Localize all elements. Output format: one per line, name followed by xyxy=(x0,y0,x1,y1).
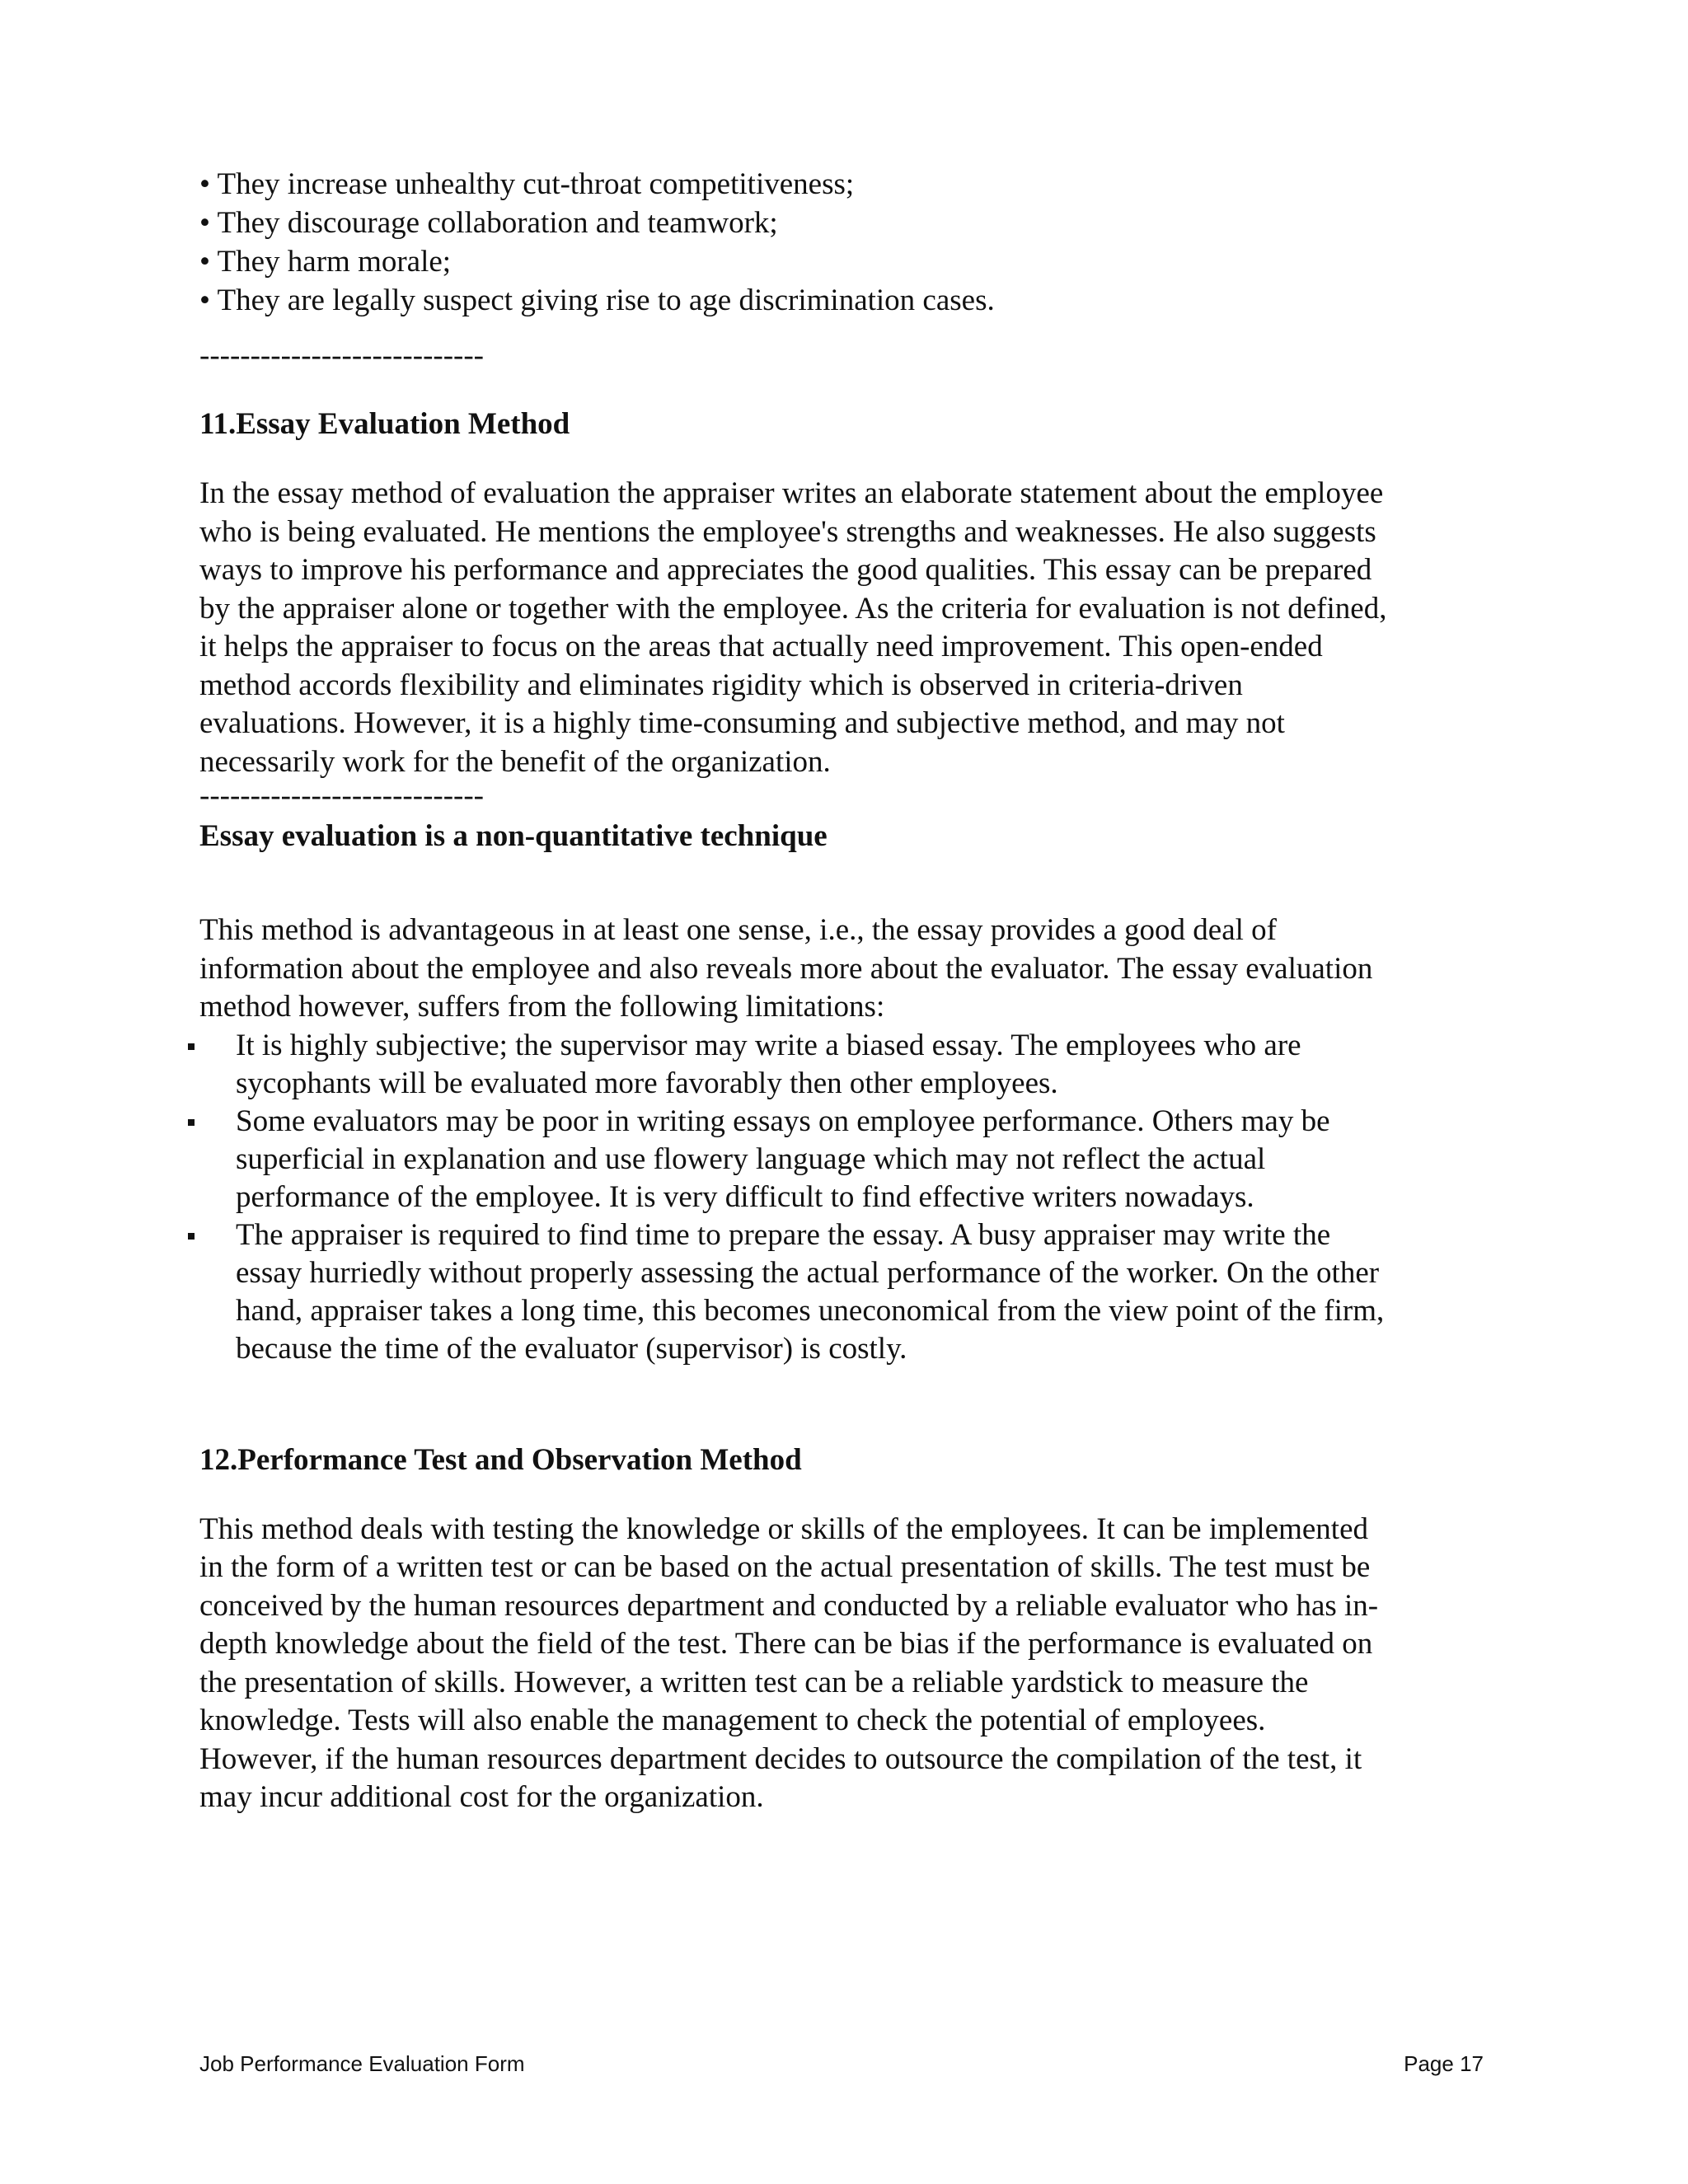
section-11-intro xyxy=(199,912,1485,1027)
paragraph-line: information about the employee and also reveals more about the evaluator. The essay evaluation xyxy=(199,951,1373,986)
intro-bullet-item: • They discourage collaboration and teamwork; xyxy=(199,206,778,240)
list-item: The appraiser is required to find time to prepare the essay. A busy appraiser may write the essay hurriedly without properly assessing the actual performance of the worker. On the other hand, appraiser takes a long time, this becomes uneconomical from the view point of the firm, because the time of the evaluator (supervisor) is costly. xyxy=(199,1216,1485,1368)
section-11-heading: 11.Essay Evaluation Method xyxy=(199,407,570,441)
list-item: It is highly subjective; the supervisor may write a biased essay. The employees who are sycophants will be evaluated more favorably then other employees. xyxy=(199,1027,1485,1103)
paragraph-line: it helps the appraiser to focus on the areas that actually need improvement. This open-ended xyxy=(199,630,1323,663)
paragraph-line: in the form of a written test or can be based on the actual presentation of skills. The test must be xyxy=(199,1550,1371,1584)
paragraph-line: knowledge. Tests will also enable the management to check the potential of employees. xyxy=(199,1704,1266,1737)
limitations-list xyxy=(199,1027,1485,1368)
paragraph-line: This method deals with testing the knowledge or skills of the employees. It can be implemented xyxy=(199,1511,1369,1546)
list-item: Some evaluators may be poor in writing essays on employee performance. Others may be superficial in explanation and use flowery language which may not reflect the actual performance of the employee. It is very difficult to find effective writers nowadays. xyxy=(199,1103,1485,1216)
paragraph-line: the presentation of skills. However, a written test can be a reliable yardstick to measure the xyxy=(199,1665,1309,1699)
section-11-paragraph xyxy=(199,475,1485,781)
paragraph-line: depth knowledge about the field of the test. There can be bias if the performance is evaluated on xyxy=(199,1627,1373,1661)
paragraph-line: This method is advantageous in at least one sense, i.e., the essay provides a good deal of xyxy=(199,913,1277,947)
section-12-heading: 12.Performance Test and Observation Method xyxy=(199,1442,802,1477)
intro-bullet-item: • They are legally suspect giving rise to age discrimination cases. xyxy=(199,284,995,317)
paragraph-line: by the appraiser alone or together with the employee. As the criteria for evaluation is not defined, xyxy=(199,591,1387,626)
page-number: Page 17 xyxy=(1404,2051,1484,2076)
paragraph-line: evaluations. However, it is a highly time-consuming and subjective method, and may not xyxy=(199,706,1285,740)
paragraph-line: In the essay method of evaluation the appraiser writes an elaborate statement about the employee xyxy=(199,476,1384,510)
paragraph-line: who is being evaluated. He mentions the employee's strengths and weaknesses. He also suggests xyxy=(199,514,1376,549)
separator-line: ---------------------------- xyxy=(199,339,484,373)
paragraph-line: However, if the human resources department decides to outsource the compilation of the test, it xyxy=(199,1741,1362,1776)
square-bullet-icon xyxy=(188,1043,195,1050)
intro-bullet-item: • They harm morale; xyxy=(199,245,452,279)
section-12-paragraph xyxy=(199,1511,1485,1817)
separator-line: ---------------------------- xyxy=(199,779,484,813)
document-page xyxy=(199,165,1485,1817)
intro-bullet-item: • They increase unhealthy cut-throat competitiveness; xyxy=(199,167,855,201)
square-bullet-icon xyxy=(188,1233,195,1240)
section-11-subheading: Essay evaluation is a non-quantitative technique xyxy=(199,819,828,853)
paragraph-line: conceived by the human resources department and conducted by a reliable evaluator who has in- xyxy=(199,1588,1379,1623)
square-bullet-icon xyxy=(188,1119,195,1126)
paragraph-line: necessarily work for the benefit of the organization. xyxy=(199,744,831,779)
intro-bullet-list xyxy=(199,165,1485,320)
paragraph-line: may incur additional cost for the organization. xyxy=(199,1780,764,1814)
paragraph-line: method accords flexibility and eliminates rigidity which is observed in criteria-driven xyxy=(199,668,1243,702)
paragraph-line: ways to improve his performance and appreciates the good qualities. This essay can be prepared xyxy=(199,553,1372,587)
paragraph-line: method however, suffers from the following limitations: xyxy=(199,990,885,1024)
footer-title: Job Performance Evaluation Form xyxy=(199,2051,525,2076)
